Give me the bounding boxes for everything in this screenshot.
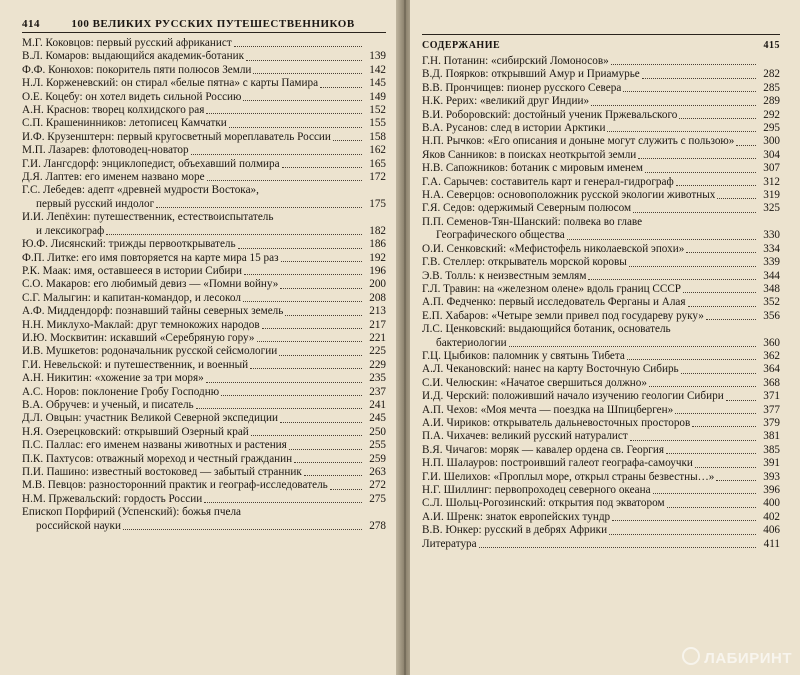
leader-dots	[243, 100, 362, 101]
toc-entry-title-cont: первый русский индолог	[36, 197, 155, 210]
toc-entry-title: Г.И. Шелихов: «Проплыл море, открыл страны безвестны…»	[422, 470, 715, 483]
toc-entry-page: 225	[369, 345, 386, 358]
toc-entry-title: С.И. Челюскин: «Начатое свершиться должно»	[422, 376, 647, 389]
leader-dots	[653, 493, 756, 494]
toc-entry	[22, 412, 386, 425]
toc-entry-page: 356	[763, 309, 780, 322]
toc-entry-title: Д.Я. Лаптев: его именем названо море	[22, 171, 205, 184]
toc-entry	[22, 184, 386, 211]
toc-entry	[22, 439, 386, 452]
toc-entry-title: Н.М. Пржевальский: гордость России	[22, 492, 203, 505]
toc-entry-page: 149	[369, 90, 386, 103]
toc-entry	[22, 144, 386, 157]
toc-entry-title: П.П. Семенов-Тян-Шанский: полвека во главе	[422, 215, 643, 228]
toc-entry-title: О.И. Сенковский: «Мефистофель николаевской эпохи»	[422, 242, 685, 255]
toc-entry-page: 175	[369, 197, 386, 210]
toc-entry-title: И.Д. Черский: положивший начало изучению геологии Сибири	[422, 390, 724, 403]
toc-entry-page: 255	[369, 439, 386, 452]
leader-dots	[686, 252, 756, 253]
toc-entry-title: В.Л. Комаров: выдающийся академик-ботаник	[22, 50, 245, 63]
toc-entry-page: 158	[369, 130, 386, 143]
toc-entry	[422, 122, 780, 135]
toc-entry	[22, 319, 386, 332]
toc-entry-page: 393	[763, 470, 780, 483]
leader-dots	[257, 341, 362, 342]
leader-dots	[649, 386, 756, 387]
toc-entry-page: 325	[763, 202, 780, 215]
toc-entry-title: В.В. Прончищев: пионер русского Севера	[422, 81, 622, 94]
toc-entry-title-cont: и лексикограф	[36, 224, 105, 237]
labyrinth-logo-icon	[682, 647, 700, 665]
toc-entry-title: Н.А. Северцов: основоположник русской экологии животных	[422, 189, 716, 202]
toc-entry	[422, 55, 780, 68]
toc-entry-title: И.Ю. Москвитин: искавший «Серебряную гору»	[22, 331, 255, 344]
toc-entry-title: Литература	[422, 537, 477, 550]
toc-entry	[22, 252, 386, 265]
watermark	[682, 647, 792, 667]
toc-entry	[422, 377, 780, 390]
toc-entry-title: Р.К. Маак: имя, оставшееся в истории Сибири	[22, 264, 242, 277]
toc-entry	[22, 372, 386, 385]
toc-entry-title: П.С. Паллас: его именем названы животных и растения	[22, 439, 287, 452]
toc-entry-title: В.А. Русанов: след в истории Арктики	[422, 122, 606, 135]
toc-entry	[22, 292, 386, 305]
toc-entry	[422, 202, 780, 215]
leader-dots	[280, 422, 362, 423]
toc-entry	[22, 238, 386, 251]
toc-entry-page: 172	[369, 171, 386, 184]
toc-entry	[422, 471, 780, 484]
toc-entry	[22, 131, 386, 144]
toc-entry	[422, 524, 780, 537]
toc-entry-page: 235	[369, 372, 386, 385]
leader-dots	[106, 234, 362, 235]
toc-entry	[422, 430, 780, 443]
toc-entry-page: 186	[369, 238, 386, 251]
toc-entry-title: П.И. Пашино: известный востоковед — забытый странник	[22, 466, 302, 478]
leader-dots	[607, 131, 756, 132]
leader-dots	[333, 140, 362, 141]
toc-entry-title: Л.С. Ценковский: выдающийся ботаник, основатель	[422, 323, 671, 336]
toc-entry-title: В.А. Обручев: и ученый, и писатель	[22, 398, 194, 411]
toc-entry-page: 289	[763, 95, 780, 108]
toc-entry-page: 229	[369, 358, 386, 371]
toc-entry-title: В.Д. Поярков: открывший Амур и Приамурье	[422, 68, 640, 81]
toc-entry-title: Ф.Ф. Конюхов: покоритель пяти полюсов Земли	[22, 63, 252, 76]
toc-entry-title: Н.П. Шалауров: построивший галеот географа-самоучки	[422, 457, 693, 470]
leader-dots	[244, 274, 362, 275]
leader-dots	[706, 319, 756, 320]
toc-entry-title: Яков Санников: в поисках неоткрытой земли	[422, 148, 637, 161]
toc-entry-page: 200	[369, 278, 386, 291]
leader-dots	[611, 64, 756, 65]
leader-dots	[679, 118, 756, 119]
toc-entry	[422, 109, 780, 122]
toc-entry-title: Епископ Порфирий (Успенский): божья пчела	[22, 506, 242, 519]
toc-entry	[422, 243, 780, 256]
leader-dots	[206, 382, 362, 383]
toc-entry-title: Г.В. Стеллер: открыватель морской коровы	[422, 256, 627, 269]
toc-entry-title: П.К. Пахтусов: отважный мореход и честный гражданин	[22, 452, 293, 465]
toc-entry-page: 213	[369, 305, 386, 318]
toc-entry-page: 381	[763, 430, 780, 443]
toc-entry	[22, 171, 386, 184]
toc-entry	[422, 283, 780, 296]
toc-entry	[422, 135, 780, 148]
toc-entry-title: С.Г. Малыгин: и капитан-командор, и лесокол	[22, 291, 241, 304]
toc-entry	[22, 278, 386, 291]
toc-entry	[422, 497, 780, 510]
toc-entry-page: 278	[369, 519, 386, 532]
toc-entry	[22, 117, 386, 130]
toc-entry-title: Н.Л. Корженевский: он стирал «белые пятна» с карты Памира	[22, 77, 319, 90]
toc-entry	[422, 417, 780, 430]
toc-entry	[22, 466, 386, 479]
leader-dots	[234, 46, 362, 47]
leader-dots	[294, 462, 362, 463]
leader-dots	[633, 212, 756, 213]
toc-entry-page: 312	[763, 175, 780, 188]
toc-entry-title: Г.С. Лебедев: адепт «древней мудрости Востока»,	[22, 184, 259, 197]
leader-dots	[629, 266, 756, 267]
leader-dots	[717, 198, 756, 199]
running-title-left: 100 ВЕЛИКИХ РУССКИХ ПУТЕШЕСТВЕННИКОВ	[71, 18, 355, 30]
toc-entry-title: Э.В. Толль: к неизвестным землям	[422, 269, 587, 282]
toc-entry-page: 406	[763, 524, 780, 537]
toc-entry	[22, 158, 386, 171]
toc-entry	[422, 538, 780, 551]
toc-entry-page: 411	[763, 537, 780, 550]
toc-entry	[422, 82, 780, 95]
toc-entry-page: 162	[369, 144, 386, 157]
toc-entry-page: 196	[369, 264, 386, 277]
toc-entry-title: С.П. Крашенинников: летописец Камчатки	[22, 117, 227, 130]
leader-dots	[479, 547, 756, 548]
toc-entry-title: В.В. Юнкер: русский в дебрях Африки	[422, 524, 608, 537]
toc-entry-page: 352	[763, 296, 780, 309]
toc-entry-title: Г.А. Сарычев: составитель карт и генерал-гидрограф	[422, 175, 674, 188]
toc-entry-page: 282	[763, 68, 780, 81]
leader-dots	[692, 426, 756, 427]
toc-entry	[22, 104, 386, 117]
toc-entry	[422, 256, 780, 269]
leader-dots	[246, 60, 362, 61]
leader-dots	[243, 301, 362, 302]
leader-dots	[736, 145, 756, 146]
leader-dots	[191, 154, 362, 155]
toc-entry-title: Е.П. Хабаров: «Четыре земли привел под государеву руку»	[422, 309, 704, 322]
toc-entry-page: 400	[763, 497, 780, 510]
toc-entry	[422, 189, 780, 202]
toc-entry	[422, 270, 780, 283]
leader-dots	[612, 520, 756, 521]
leader-dots	[229, 127, 362, 128]
toc-entry	[22, 77, 386, 90]
leader-dots	[681, 373, 756, 374]
toc-entry-title: Н.Н. Миклухо-Маклай: друг темнокожих народов	[22, 318, 260, 331]
toc-entry-page: 275	[369, 492, 386, 505]
toc-entry	[422, 149, 780, 162]
toc-entry-title: И.И. Лепёхин: путешественник, естествоиспытатель	[22, 211, 274, 224]
toc-entry-page: 295	[763, 122, 780, 135]
leader-dots	[509, 346, 756, 347]
toc-entry	[22, 332, 386, 345]
right-page	[410, 0, 800, 675]
toc-entry	[422, 484, 780, 497]
toc-entry-title: А.И. Шренк: знаток европейских тундр	[422, 510, 611, 523]
toc-entry	[22, 426, 386, 439]
leader-dots	[667, 507, 756, 508]
toc-entry-page: 348	[763, 282, 780, 295]
running-header-left	[22, 14, 386, 33]
toc-entry-page: 250	[369, 425, 386, 438]
leader-dots	[716, 480, 756, 481]
toc-entry	[22, 345, 386, 358]
toc-entry	[22, 64, 386, 77]
toc-entry-title: И.Ф. Крузенштерн: первый кругосветный мореплаватель России	[22, 130, 331, 143]
toc-entry-title: Н.Г. Шиллинг: первопроходец северного океана	[422, 484, 651, 496]
leader-dots	[642, 78, 756, 79]
leader-dots	[676, 185, 756, 186]
leader-dots	[281, 261, 363, 262]
toc-entry-title: Н.К. Рерих: «великий друг Индии»	[422, 95, 590, 108]
toc-entry-page: 145	[369, 77, 386, 90]
leader-dots	[695, 467, 756, 468]
toc-entry	[22, 305, 386, 318]
leader-dots	[567, 239, 756, 240]
page-number-right: 415	[763, 40, 780, 51]
leader-dots	[204, 502, 362, 503]
toc-list-right	[422, 55, 780, 551]
leader-dots	[623, 91, 756, 92]
leader-dots	[238, 248, 362, 249]
leader-dots	[289, 449, 362, 450]
toc-entry-page: 377	[763, 403, 780, 416]
toc-entry	[22, 479, 386, 492]
toc-entry-page: 396	[763, 484, 780, 496]
toc-entry	[22, 50, 386, 63]
toc-entry-page: 391	[763, 457, 780, 470]
toc-entry-title: М.В. Певцов: разносторонний практик и географ-исследователь	[22, 479, 328, 492]
toc-entry-title: Н.В. Сапожников: ботаник с мировым именем	[422, 162, 643, 175]
toc-entry-page: 368	[763, 376, 780, 389]
toc-entry-title: А.Н. Никитин: «хожение за три моря»	[22, 372, 204, 385]
toc-entry-title: О.Е. Коцебу: он хотел видеть сильной Россию	[22, 90, 242, 103]
toc-entry-page: 139	[369, 50, 386, 63]
toc-entry-page: 385	[763, 443, 780, 456]
toc-entry	[422, 95, 780, 108]
toc-entry	[422, 323, 780, 350]
leader-dots	[285, 315, 362, 316]
toc-entry	[422, 390, 780, 403]
toc-entry-page: 285	[763, 81, 780, 94]
toc-entry-page: 245	[369, 412, 386, 425]
toc-entry-page: 182	[369, 224, 386, 237]
leader-dots	[666, 453, 756, 454]
page-number-left: 414	[22, 18, 40, 30]
leader-dots	[123, 529, 362, 530]
leader-dots	[627, 359, 756, 360]
toc-entry-title: А.Л. Чекановский: нанес на карту Восточную Сибирь	[422, 363, 679, 376]
toc-entry-title: А.Н. Краснов: творец колхидского рая	[22, 104, 205, 117]
toc-entry-title: Г.И. Лангсдорф: энциклопедист, объехавший полмира	[22, 157, 280, 170]
toc-entry-page: 165	[369, 157, 386, 170]
toc-entry-title: Ф.П. Литке: его имя повторяется на карте мира 15 раз	[22, 251, 279, 264]
toc-entry-title: С.Л. Шольц-Рогозинский: открытия под экватором	[422, 497, 665, 510]
toc-entry-page: 237	[369, 385, 386, 398]
toc-entry-page: 307	[763, 162, 780, 175]
toc-entry-page: 259	[369, 452, 386, 465]
toc-entry	[22, 506, 386, 533]
toc-entry-title: Г.Л. Травин: на «железном олене» вдоль границ СССР	[422, 282, 682, 295]
toc-entry	[22, 453, 386, 466]
toc-entry-title-cont: Географического общества	[436, 229, 565, 242]
toc-entry-page: 362	[763, 349, 780, 362]
toc-entry-page: 292	[763, 108, 780, 121]
toc-entry	[22, 37, 386, 50]
toc-entry-page: 272	[369, 479, 386, 492]
toc-entry	[422, 444, 780, 457]
leader-dots	[253, 73, 362, 74]
toc-entry	[22, 386, 386, 399]
toc-entry-title: А.С. Норов: поклонение Гробу Господню	[22, 385, 220, 398]
toc-entry-page: 371	[763, 390, 780, 403]
toc-entry-page: 402	[763, 510, 780, 523]
leader-dots	[630, 440, 756, 441]
running-title-right: СОДЕРЖАНИЕ	[422, 40, 501, 51]
toc-entry-title: Г.Ц. Цыбиков: паломник у святынь Тибета	[422, 349, 625, 362]
watermark-text: ЛАБИРИНТ	[704, 650, 792, 667]
leader-dots	[196, 408, 362, 409]
toc-entry	[422, 511, 780, 524]
toc-entry-page: 221	[369, 331, 386, 344]
toc-entry-title: Д.Л. Овцын: участник Великой Северной экспедиции	[22, 412, 278, 425]
leader-dots	[221, 395, 362, 396]
leader-dots	[251, 435, 362, 436]
leader-dots	[320, 87, 362, 88]
leader-dots	[609, 534, 756, 535]
toc-entry-page: 208	[369, 291, 386, 304]
leader-dots	[638, 158, 756, 159]
toc-entry	[422, 404, 780, 417]
leader-dots	[675, 413, 756, 414]
leader-dots	[726, 400, 756, 401]
toc-entry	[422, 363, 780, 376]
toc-entry	[422, 162, 780, 175]
toc-entry-title: В.Я. Чичагов: моряк — кавалер ордена св. Георгия	[422, 443, 665, 456]
toc-entry-page: 360	[763, 336, 780, 349]
toc-entry-title: А.П. Федченко: первый исследователь Ферганы и Алая	[422, 296, 686, 309]
toc-entry-title-cont: российской науки	[36, 519, 121, 532]
leader-dots	[282, 167, 362, 168]
toc-entry	[422, 68, 780, 81]
toc-entry-page: 152	[369, 104, 386, 117]
toc-entry-page: 304	[763, 148, 780, 161]
toc-entry-page: 241	[369, 398, 386, 411]
toc-entry	[22, 399, 386, 412]
toc-entry	[422, 176, 780, 189]
toc-entry	[422, 296, 780, 309]
toc-entry-title: И.В. Мушкетов: родоначальник русской сейсмологии	[22, 345, 278, 358]
leader-dots	[206, 113, 362, 114]
toc-entry-title: Г.Н. Потанин: «сибирский Ломоносов»	[422, 55, 609, 67]
toc-entry-title: П.А. Чихачев: великий русский натуралист	[422, 430, 628, 443]
toc-entry	[22, 493, 386, 506]
toc-entry-page: 263	[369, 466, 386, 478]
leader-dots	[156, 207, 362, 208]
toc-entry	[22, 265, 386, 278]
toc-entry	[422, 457, 780, 470]
leader-dots	[279, 355, 362, 356]
leader-dots	[262, 328, 362, 329]
toc-entry-page: 142	[369, 63, 386, 76]
leader-dots	[280, 288, 362, 289]
running-header-right	[422, 34, 780, 51]
toc-entry-title: Ю.Ф. Лисянский: трижды первооткрыватель	[22, 238, 236, 251]
toc-entry	[422, 310, 780, 323]
toc-entry-title: А.И. Чириков: открыватель дальневосточных просторов	[422, 416, 691, 429]
toc-entry-title: Н.Я. Озерецковский: открывший Озерный край	[22, 425, 249, 438]
toc-entry-page: 319	[763, 189, 780, 202]
toc-entry-title: В.И. Роборовский: достойный ученик Пржевальского	[422, 108, 678, 121]
toc-list-left	[22, 37, 386, 533]
leader-dots	[250, 368, 362, 369]
toc-entry	[422, 350, 780, 363]
leader-dots	[591, 105, 756, 106]
toc-entry-page: 334	[763, 242, 780, 255]
toc-entry	[22, 359, 386, 372]
toc-entry-page: 339	[763, 256, 780, 269]
leader-dots	[688, 306, 756, 307]
toc-entry-title: Г.Я. Седов: одержимый Северным полюсом	[422, 202, 632, 215]
toc-entry-page: 330	[763, 229, 780, 242]
leader-dots	[588, 279, 756, 280]
toc-entry-page: 300	[763, 135, 780, 148]
toc-entry-title-cont: бактериологии	[436, 336, 507, 349]
toc-entry-page: 364	[763, 363, 780, 376]
toc-entry-page: 217	[369, 318, 386, 331]
leader-dots	[683, 292, 756, 293]
toc-entry	[422, 216, 780, 243]
leader-dots	[645, 172, 756, 173]
toc-entry-title: М.Г. Коковцов: первый русский африканист	[22, 37, 232, 49]
toc-entry	[22, 91, 386, 104]
toc-entry-page: 379	[763, 416, 780, 429]
toc-entry-page: 192	[369, 251, 386, 264]
toc-entry-title: А.Ф. Миддендорф: познавший тайны северных земель	[22, 305, 284, 318]
toc-entry-title: Г.И. Невельской: и путешественник, и военный	[22, 358, 249, 371]
toc-entry-title: А.П. Чехов: «Моя мечта — поездка на Шпицберген»	[422, 403, 674, 416]
toc-entry-title: М.П. Лазарев: флотоводец-новатор	[22, 144, 189, 157]
toc-entry-page: 155	[369, 117, 386, 130]
toc-entry-title: С.О. Макаров: его любимый девиз — «Помни войну»	[22, 278, 279, 291]
leader-dots	[304, 475, 362, 476]
leader-dots	[207, 180, 362, 181]
toc-entry	[22, 211, 386, 238]
toc-entry-title: Н.П. Рычков: «Его описания и доныне могут служить с пользою»	[422, 135, 735, 148]
leader-dots	[330, 489, 362, 490]
toc-entry-page: 344	[763, 269, 780, 282]
